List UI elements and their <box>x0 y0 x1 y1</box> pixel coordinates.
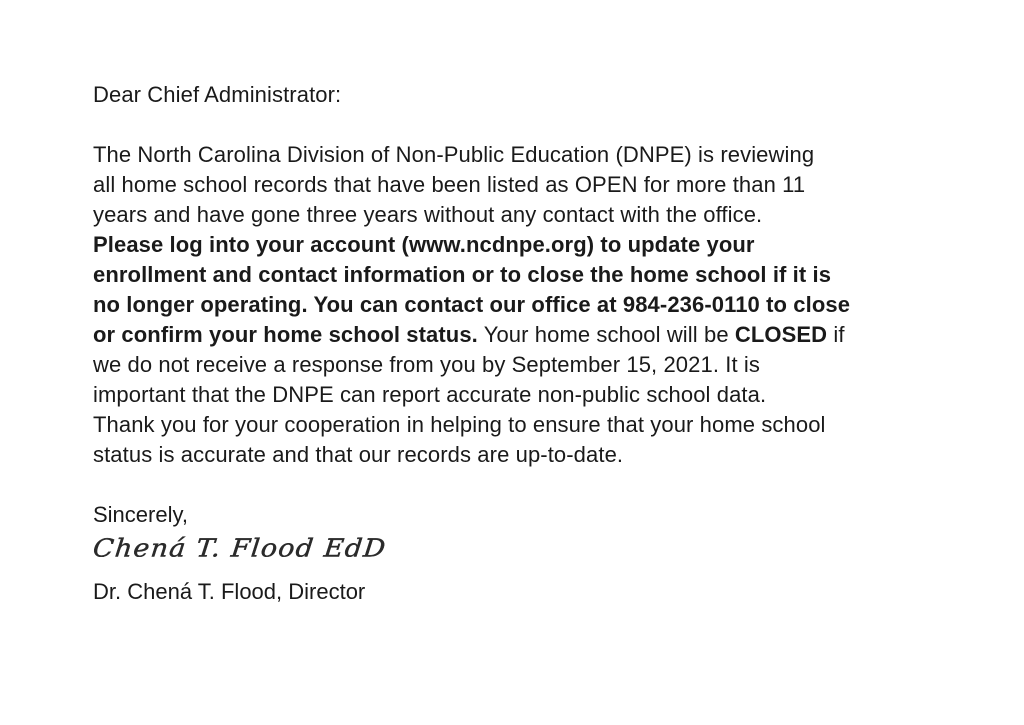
body-line <box>93 350 943 380</box>
handwritten-signature: Chená T. Flood EdD <box>91 534 388 563</box>
body-line <box>93 230 943 260</box>
body-paragraph <box>93 140 943 470</box>
text-run-emphasis: CLOSED <box>734 322 828 347</box>
body-line <box>93 260 943 290</box>
text-run: years and have gone three years without any contact with the office. <box>93 202 763 227</box>
body-line <box>93 410 943 440</box>
text-run: all home school records that have been listed as OPEN for more than 11 <box>93 172 806 197</box>
text-run: status is accurate and that our records are up-to-date. <box>93 442 624 467</box>
text-run-bold: no longer operating. You can contact our office at 984-236-0110 to close <box>93 292 851 317</box>
text-run-bold: Please log into your account (www.ncdnpe.org) to update your <box>93 232 755 257</box>
spacer <box>93 110 943 140</box>
body-line <box>93 200 943 230</box>
text-run-bold: or confirm your home school status. <box>93 322 478 347</box>
signatory-name: Dr. Chená T. Flood, Director <box>93 579 366 604</box>
text-run: Thank you for your cooperation in helping to ensure that your home school <box>93 412 826 437</box>
text-run: Your home school will be <box>477 322 735 347</box>
letter-content <box>93 80 943 607</box>
text-run: The North Carolina Division of Non-Public Education (DNPE) is reviewing <box>93 142 815 167</box>
closing-line: Sincerely, <box>93 502 188 527</box>
body-line <box>93 140 943 170</box>
body-line <box>93 170 943 200</box>
text-run: if <box>827 322 845 347</box>
body-line <box>93 440 943 470</box>
body-line <box>93 320 943 350</box>
body-line <box>93 380 943 410</box>
text-run: important that the DNPE can report accurate non-public school data. <box>93 382 767 407</box>
body-line <box>93 290 943 320</box>
salutation: Dear Chief Administrator: <box>93 82 342 107</box>
text-run-bold: enrollment and contact information or to close the home school if it is <box>93 262 832 287</box>
text-run: we do not receive a response from you by September 15, 2021. It is <box>93 352 760 377</box>
spacer <box>93 470 943 500</box>
signature-block <box>93 530 943 574</box>
